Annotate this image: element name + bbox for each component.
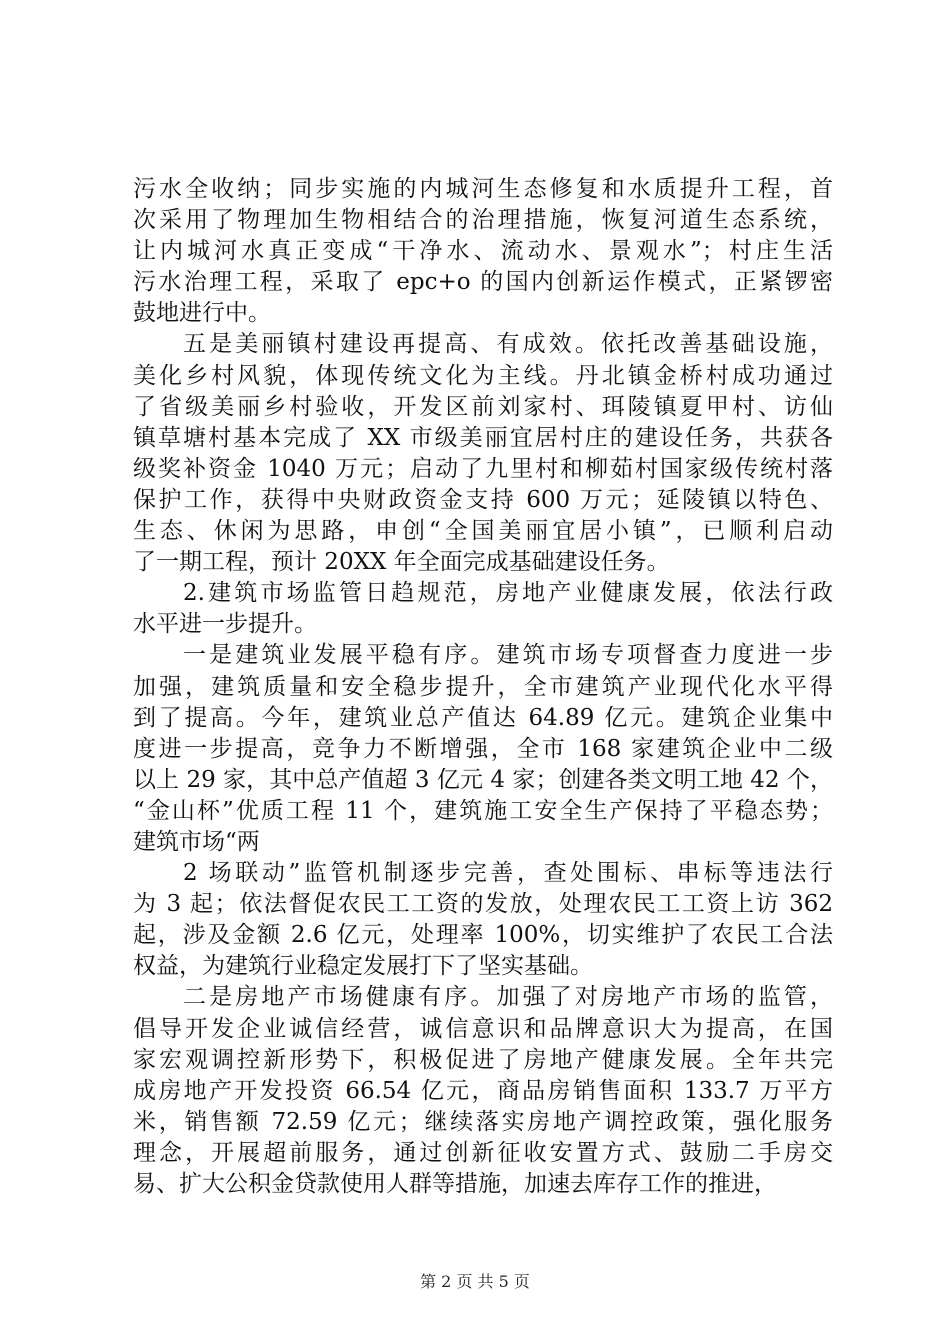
text-line: 2.建筑市场监管日趋规范，房地产业健康发展，依法行政 — [183, 580, 833, 607]
paragraph — [133, 982, 833, 1200]
text-line: “金山杯”优质工程 11 个，建筑施工安全生产保持了平稳态势； — [133, 797, 833, 824]
text-line: 鼓地进行中。 — [133, 300, 271, 327]
text-line: 家宏观调控新形势下，积极促进了房地产健康发展。全年共完 — [133, 1046, 833, 1073]
text-line: 污水全收纳；同步实施的内城河生态修复和水质提升工程，首 — [133, 176, 833, 202]
paragraph — [133, 578, 833, 640]
text-line: 权益，为建筑行业稳定发展打下了坚实基础。 — [133, 953, 593, 980]
text-line: 让内城河水真正变成“干净水、流动水、景观水”；村庄生活 — [133, 238, 833, 265]
text-line: 保护工作，获得中央财政资金支持 600 万元；延陵镇以特色、 — [133, 486, 833, 513]
paragraph — [133, 174, 833, 329]
text-line: 起，涉及金额 2.6 亿元，处理率 100%，切实维护了农民工合法 — [133, 922, 833, 949]
page-footer: 第 2 页 共 5 页 — [420, 1272, 530, 1291]
text-line: 了一期工程，预计 20XX 年全面完成基础建设任务。 — [133, 549, 670, 576]
text-line: 污水治理工程，采取了 epc+o 的国内创新运作模式，正紧锣密 — [133, 269, 833, 296]
text-line: 美化乡村风貌，体现传统文化为主线。丹北镇金桥村成功通过 — [133, 362, 833, 389]
text-line: 易、扩大公积金贷款使用人群等措施，加速去库存工作的推进， — [133, 1171, 777, 1197]
text-line: 成房地产开发投资 66.54 亿元，商品房销售面积 133.7 万平方 — [133, 1077, 833, 1104]
text-line: 米，销售额 72.59 亿元；继续落实房地产调控政策，强化服务 — [133, 1108, 833, 1135]
text-line: 次采用了物理加生物相结合的治理措施，恢复河道生态系统， — [133, 207, 833, 234]
text-line: 为 3 起；依法督促农民工工资的发放，处理农民工工资上访 362 — [133, 891, 833, 918]
text-line: 了省级美丽乡村验收，开发区前刘家村、珥陵镇夏甲村、访仙 — [133, 393, 833, 420]
text-line: 2 场联动”监管机制逐步完善，查处围标、串标等违法行 — [183, 860, 833, 887]
text-line: 建筑市场“两 — [133, 828, 260, 855]
paragraph — [133, 858, 833, 982]
paragraph — [133, 640, 833, 858]
text-line: 生态、休闲为思路，申创“全国美丽宜居小镇”，已顺利启动 — [133, 518, 833, 545]
text-line: 二是房地产市场健康有序。加强了对房地产市场的监管， — [183, 984, 833, 1011]
text-line: 以上 29 家，其中总产值超 3 亿元 4 家；创建各类文明工地 42 个， — [133, 766, 833, 793]
text-line: 度进一步提高，竞争力不断增强，全市 168 家建筑企业中二级 — [133, 735, 833, 762]
text-line: 理念，开展超前服务，通过创新征收安置方式、鼓励二手房交 — [133, 1139, 833, 1166]
document-body — [133, 174, 833, 1200]
text-line: 到了提高。今年，建筑业总产值达 64.89 亿元。建筑企业集中 — [133, 704, 833, 731]
text-line: 五是美丽镇村建设再提高、有成效。依托改善基础设施， — [183, 331, 833, 358]
text-line: 水平进一步提升。 — [133, 611, 317, 638]
paragraph — [133, 329, 833, 578]
text-line: 加强，建筑质量和安全稳步提升，全市建筑产业现代化水平得 — [133, 673, 833, 700]
text-line: 倡导开发企业诚信经营，诚信意识和品牌意识大为提高，在国 — [133, 1015, 833, 1042]
text-line: 一是建筑业发展平稳有序。建筑市场专项督查力度进一步 — [183, 642, 833, 669]
text-line: 级奖补资金 1040 万元；启动了九里村和柳茹村国家级传统村落 — [133, 455, 833, 482]
text-line: 镇草塘村基本完成了 XX 市级美丽宜居村庄的建设任务，共获各 — [133, 424, 833, 451]
